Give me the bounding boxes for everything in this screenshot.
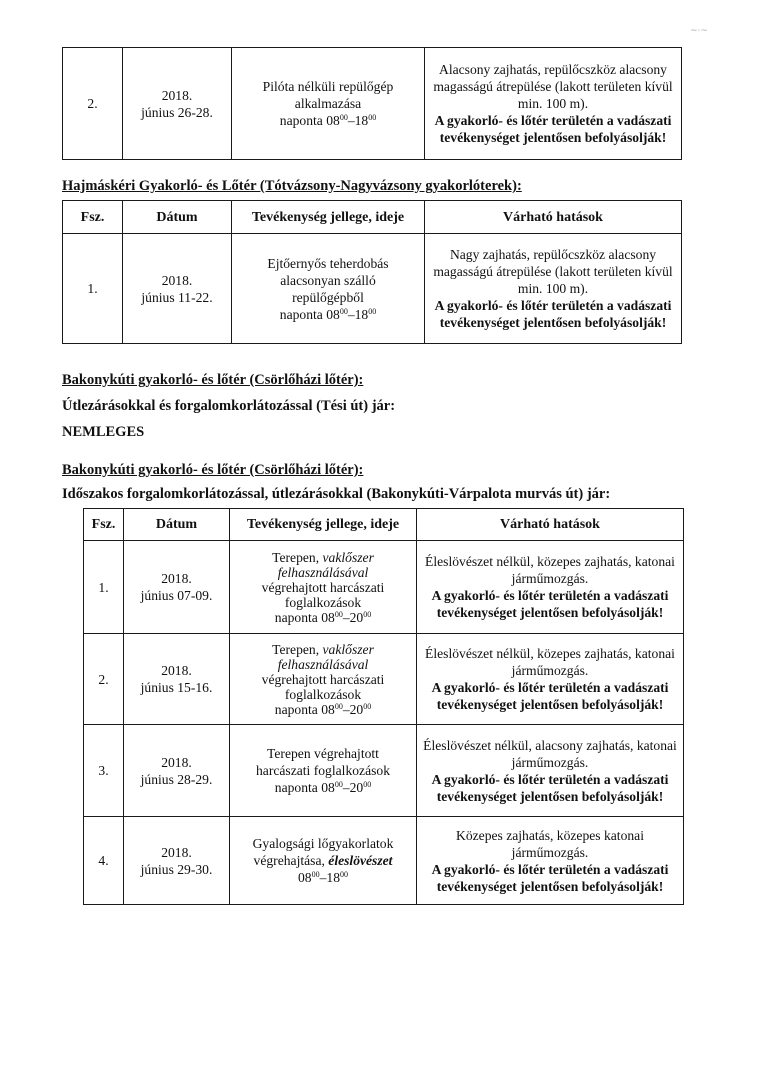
table-row	[84, 634, 684, 725]
row-effect	[417, 634, 684, 725]
row-date	[123, 48, 232, 160]
date-days: június 15-16.	[140, 680, 213, 695]
row-effect	[425, 48, 682, 160]
row-number: 1.	[63, 234, 123, 344]
effect-warning: A gyakorló- és lőtér területén a vadászati tevékenységet jelentősen befolyásolják!	[431, 680, 669, 712]
row-date	[123, 234, 232, 344]
section-heading: Hajmáskéri Gyakorló- és Lőtér (Tótvázsony-Nagyvázsony gyakorlóterek):	[62, 178, 522, 194]
table-ejto-1	[62, 47, 682, 160]
closure-line: Időszakos forgalomkorlátozással, útlezárásokkal (Bakonykúti-Várpalota murvás út) jár:	[62, 486, 611, 502]
activity-time: naponta $08^{00}-20^{00}$	[274, 701, 372, 717]
row-number: 2.	[84, 634, 124, 725]
row-activity	[232, 234, 425, 344]
section-heading: Bakonykúti gyakorló- és lőtér (Csörlőházi lőtér):	[62, 372, 364, 388]
nemleges-text: NEMLEGES	[62, 424, 145, 440]
row-date	[124, 725, 230, 817]
row-effect	[417, 541, 684, 634]
activity-time: naponta $08^{00}-18^{00}$	[279, 306, 377, 322]
date-days: június 07-09.	[140, 588, 213, 603]
row-date	[124, 817, 230, 905]
header-activity: Tevékenység jellege, ideje	[230, 509, 417, 541]
effect-warning: A gyakorló- és lőtér területén a vadászati tevékenységet jelentősen befolyásolják!	[431, 771, 669, 804]
activity-line: végrehajtása, éleslövészet	[253, 853, 393, 868]
effect-text: Alacsony zajhatás, repülőcszköz alacsony magasságú átrepülése (lakott területen kívül min. 100 m).	[433, 62, 673, 111]
date-days: június 29-30.	[140, 861, 213, 877]
effect-text: Éleslövészet nélkül, közepes zajhatás, katonai járműmozgás.	[425, 554, 675, 586]
effect-warning: A gyakorló- és lőtér területén a vadászati tevékenységet jelentősen befolyásolják!	[431, 588, 669, 620]
header-effect: Várható hatások	[417, 509, 684, 541]
date-year: 2018.	[161, 754, 192, 770]
date-days: június 11-22.	[141, 289, 213, 305]
scan-mark: ~·~	[690, 26, 708, 36]
row-number: 3.	[84, 725, 124, 817]
row-activity	[230, 634, 417, 725]
activity-line: repülőgépből	[292, 289, 364, 305]
activity-time: naponta $08^{00}-20^{00}$	[274, 780, 372, 795]
date-year: 2018.	[161, 571, 192, 586]
row-activity	[230, 725, 417, 817]
closure-line: Útlezárásokkal és forgalomkorlátozással (Tési út) jár:	[62, 398, 396, 414]
row-activity	[230, 541, 417, 634]
row-activity	[230, 817, 417, 905]
table-row	[63, 48, 682, 160]
row-activity	[232, 48, 425, 160]
effect-warning: A gyakorló- és lőtér területén a vadászati tevékenységet jelentősen befolyásolják!	[434, 113, 672, 145]
row-number: 1.	[84, 541, 124, 634]
activity-line: harcászati foglalkozások	[256, 763, 390, 778]
table-row	[84, 725, 684, 817]
table-row	[84, 541, 684, 634]
date-days: június 26-28.	[141, 104, 213, 120]
section-heading: Bakonykúti gyakorló- és lőtér (Csörlőházi lőtér):	[62, 462, 364, 478]
date-year: 2018.	[161, 663, 192, 678]
effect-text: Éleslövészet nélkül, közepes zajhatás, katonai járműmozgás.	[425, 646, 675, 678]
table-bakonykut	[83, 508, 684, 905]
row-effect	[425, 234, 682, 344]
header-activity: Tevékenység jellege, ideje	[232, 201, 425, 234]
table-row	[63, 234, 682, 344]
activity-line: Ejtőernyős teherdobás	[267, 255, 389, 271]
header-fsz: Fsz.	[63, 201, 123, 234]
row-number: 2.	[63, 48, 123, 160]
header-fsz: Fsz.	[84, 509, 124, 541]
activity-time: naponta $08^{00}-18^{00}$	[279, 113, 377, 128]
activity-line: alacsonyan szálló	[280, 272, 376, 288]
activity-line: Pilóta nélküli repülőgép	[262, 79, 394, 94]
table-hajmasker	[62, 200, 682, 344]
row-number: 4.	[84, 817, 124, 905]
date-days: június 28-29.	[140, 771, 213, 787]
effect-text: Közepes zajhatás, közepes katonai járműmozgás.	[456, 827, 644, 860]
activity-line: Terepen, vaklőszer felhasználásával	[272, 641, 374, 672]
date-year: 2018.	[161, 272, 193, 288]
activity-line: végrehajtott harcászati foglalkozások	[261, 671, 385, 702]
activity-line: Gyalogsági lőgyakorlatok	[252, 836, 394, 851]
activity-line: végrehajtott harcászati foglalkozások	[261, 579, 385, 610]
row-date	[124, 541, 230, 634]
effect-warning: A gyakorló- és lőtér területén a vadászati tevékenységet jelentősen befolyásolják!	[431, 861, 669, 894]
activity-line: Terepen, vaklőszer felhasználásával	[272, 549, 374, 580]
activity-time: naponta $08^{00}-20^{00}$	[274, 609, 372, 625]
header-date: Dátum	[124, 509, 230, 541]
table-header-row	[84, 509, 684, 541]
effect-text: Nagy zajhatás, repülőcszköz alacsony magasságú átrepülése (lakott területen kívül min. 100 m).	[433, 247, 673, 296]
header-effect: Várható hatások	[425, 201, 682, 234]
effect-text: Éleslövészet nélkül, alacsony zajhatás, katonai járműmozgás.	[423, 737, 677, 770]
row-effect	[417, 725, 684, 817]
activity-line: alkalmazása	[294, 96, 362, 111]
activity-line: Terepen végrehajtott	[267, 746, 379, 761]
activity-time: $08^{00}-18^{00}$	[298, 870, 348, 885]
table-row	[84, 817, 684, 905]
effect-warning: A gyakorló- és lőtér területén a vadászati tevékenységet jelentősen befolyásolják!	[434, 298, 672, 330]
table-header-row	[63, 201, 682, 234]
date-year: 2018.	[161, 87, 193, 103]
header-date: Dátum	[123, 201, 232, 234]
date-year: 2018.	[161, 844, 192, 860]
row-date	[124, 634, 230, 725]
row-effect	[417, 817, 684, 905]
